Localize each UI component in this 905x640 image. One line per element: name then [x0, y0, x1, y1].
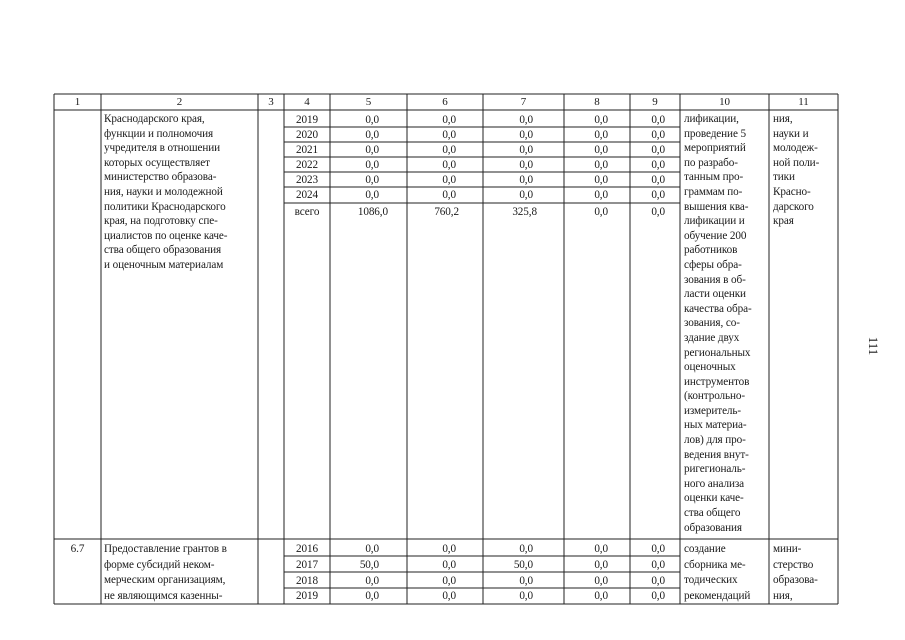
- text-line: мероприятий: [684, 142, 746, 155]
- year-cell: 2020: [296, 129, 318, 141]
- text-line: ния, науки и молодежной: [104, 185, 223, 198]
- text-line: проведение 5: [684, 127, 746, 140]
- year-cell: 2016: [296, 543, 318, 555]
- value-cell-9: 0,0: [651, 543, 665, 555]
- text-line: танным про-: [684, 171, 744, 184]
- text-line: молодеж-: [773, 142, 818, 155]
- text-line: оценки каче-: [684, 492, 744, 505]
- row-b-description: [104, 542, 227, 604]
- value-cell-7: 0,0: [519, 159, 533, 171]
- text-line: стерство: [773, 558, 814, 571]
- year-cell: 2017: [296, 559, 318, 571]
- header-col-1: 1: [74, 96, 81, 108]
- text-line: и оценочным материалам: [104, 258, 224, 271]
- text-line: обучение 200: [684, 229, 747, 242]
- value-cell-9: 0,0: [651, 559, 665, 571]
- value-cell-5: 1086,0: [357, 206, 388, 218]
- year-cell: 2018: [296, 575, 318, 587]
- value-cell-7: 0,0: [519, 189, 533, 201]
- text-line: зования в об-: [684, 273, 746, 286]
- value-cell-6: 0,0: [442, 575, 456, 587]
- value-cell-6: 0,0: [442, 114, 456, 126]
- value-cell-7: 325,8: [512, 206, 537, 218]
- header-col-10: 10: [719, 96, 730, 108]
- value-cell-5: 0,0: [365, 159, 379, 171]
- value-cell-6: 0,0: [442, 144, 456, 156]
- row-a-result: [684, 112, 752, 535]
- text-line: образова-: [773, 574, 818, 587]
- text-line: ласти оценки: [684, 288, 746, 301]
- text-line: дарского: [773, 200, 814, 213]
- text-line: лов) для про-: [684, 434, 746, 447]
- value-cell-5: 50,0: [359, 559, 379, 571]
- text-line: функции и полномочия: [104, 127, 214, 140]
- text-line: форме субсидий неком-: [104, 558, 215, 571]
- header-col-8: 8: [594, 96, 600, 108]
- row-a-description: [104, 112, 227, 273]
- text-line: Предоставление грантов в: [104, 543, 227, 555]
- year-cell: 2019: [296, 590, 318, 602]
- value-cell-6: 0,0: [442, 129, 456, 141]
- value-cell-7: 0,0: [519, 129, 533, 141]
- text-line: работников: [684, 244, 738, 257]
- value-cell-5: 0,0: [365, 129, 379, 141]
- text-line: измеритель-: [684, 404, 742, 417]
- header-col-3: 3: [268, 96, 274, 108]
- value-cell-8: 0,0: [594, 114, 608, 126]
- year-cell: 2022: [296, 159, 318, 171]
- value-cell-9: 0,0: [651, 159, 665, 171]
- value-cell-6: 0,0: [442, 174, 456, 186]
- text-line: мерческим организациям,: [104, 574, 226, 587]
- value-cell-7: 0,0: [519, 575, 533, 587]
- text-line: качества обра-: [684, 302, 752, 315]
- row-b-responsible: [773, 542, 818, 604]
- text-line: создание: [684, 543, 726, 555]
- text-line: ства общего: [684, 507, 741, 520]
- value-cell-5: 0,0: [365, 590, 379, 602]
- text-line: граммам по-: [684, 185, 743, 198]
- value-cell-5: 0,0: [365, 543, 379, 555]
- text-line: (контрольно-: [684, 390, 746, 403]
- header-col-5: 5: [365, 96, 372, 108]
- value-cell-7: 0,0: [519, 590, 533, 602]
- value-cell-8: 0,0: [594, 590, 608, 602]
- text-line: политики Краснодарского: [104, 200, 226, 213]
- text-line: циалистов по оценке каче-: [104, 229, 228, 242]
- text-line: министерство образова-: [104, 171, 217, 184]
- row-b-number: 6.7: [70, 543, 85, 555]
- value-cell-9: 0,0: [651, 114, 665, 126]
- text-line: науки и: [773, 127, 809, 140]
- text-line: сферы обра-: [684, 258, 742, 271]
- value-cell-9: 0,0: [651, 174, 665, 186]
- value-cell-9: 0,0: [651, 575, 665, 587]
- text-line: зования, со-: [684, 317, 740, 330]
- value-cell-5: 0,0: [365, 189, 379, 201]
- row-b-result: [684, 542, 750, 604]
- header-col-9: 9: [652, 96, 658, 108]
- value-cell-9: 0,0: [651, 144, 665, 156]
- value-cell-9: 0,0: [651, 206, 665, 218]
- value-cell-6: 760,2: [434, 206, 459, 218]
- year-cell: 2023: [296, 174, 318, 186]
- header-col-11: 11: [798, 96, 809, 108]
- value-cell-8: 0,0: [594, 189, 608, 201]
- value-cell-5: 0,0: [365, 575, 379, 587]
- text-line: инструментов: [684, 375, 750, 388]
- value-cell-8: 0,0: [594, 159, 608, 171]
- text-line: ной поли-: [773, 156, 820, 169]
- row-a-responsible: [773, 112, 819, 229]
- value-cell-9: 0,0: [651, 189, 665, 201]
- text-line: лификации,: [684, 113, 739, 125]
- value-cell-8: 0,0: [594, 129, 608, 141]
- text-line: лификации и: [684, 215, 745, 228]
- value-cell-8: 0,0: [594, 543, 608, 555]
- value-cell-9: 0,0: [651, 129, 665, 141]
- text-line: ния,: [773, 589, 793, 602]
- text-line: здание двух: [684, 331, 740, 344]
- value-cell-5: 0,0: [365, 174, 379, 186]
- year-cell: 2019: [296, 114, 318, 126]
- page-number: 111: [866, 336, 881, 356]
- text-line: рекомендаций: [684, 589, 751, 602]
- value-cell-7: 0,0: [519, 174, 533, 186]
- value-cell-6: 0,0: [442, 159, 456, 171]
- header-col-2: 2: [176, 96, 183, 108]
- value-cell-6: 0,0: [442, 189, 456, 201]
- value-cell-5: 0,0: [365, 114, 379, 126]
- text-line: ного анализа: [684, 477, 745, 490]
- text-line: края: [773, 215, 794, 228]
- value-cell-8: 0,0: [594, 206, 608, 218]
- year-cell: всего: [294, 206, 320, 218]
- text-line: тики: [773, 171, 795, 184]
- year-cell: 2021: [296, 144, 318, 156]
- value-cell-7: 0,0: [519, 114, 533, 126]
- value-cell-7: 0,0: [519, 144, 533, 156]
- value-cell-7: 50,0: [513, 559, 533, 571]
- value-cell-7: 0,0: [519, 543, 533, 555]
- text-line: учредителя в отношении: [104, 142, 221, 155]
- value-cell-6: 0,0: [442, 543, 456, 555]
- text-line: вышения ква-: [684, 200, 749, 213]
- text-line: ных материа-: [684, 419, 747, 432]
- header-col-4: 4: [304, 96, 310, 108]
- text-line: ства общего образования: [104, 244, 222, 257]
- value-cell-9: 0,0: [651, 590, 665, 602]
- value-cell-6: 0,0: [442, 559, 456, 571]
- value-cell-5: 0,0: [365, 144, 379, 156]
- text-line: оценочных: [684, 361, 736, 374]
- text-line: не являющимся казенны-: [104, 589, 223, 602]
- value-cell-8: 0,0: [594, 559, 608, 571]
- text-line: тодических: [684, 574, 738, 587]
- value-cell-8: 0,0: [594, 174, 608, 186]
- text-line: мини-: [773, 543, 802, 555]
- text-line: Краснодарского края,: [104, 113, 205, 125]
- text-line: ригегиональ-: [684, 463, 746, 476]
- text-line: края, на подготовку спе-: [104, 215, 218, 228]
- text-line: ведения внут-: [684, 448, 749, 461]
- header-col-6: 6: [442, 96, 448, 108]
- value-cell-8: 0,0: [594, 575, 608, 587]
- text-line: сборника ме-: [684, 558, 746, 571]
- year-cell: 2024: [296, 189, 318, 201]
- text-line: которых осуществляет: [104, 156, 210, 169]
- value-cell-6: 0,0: [442, 590, 456, 602]
- text-line: Красно-: [773, 185, 811, 198]
- text-line: образования: [684, 521, 742, 534]
- header-col-7: 7: [520, 96, 527, 108]
- text-line: региональных: [684, 346, 751, 359]
- value-cell-8: 0,0: [594, 144, 608, 156]
- text-line: ния,: [773, 113, 793, 125]
- text-line: по разрабо-: [684, 156, 738, 169]
